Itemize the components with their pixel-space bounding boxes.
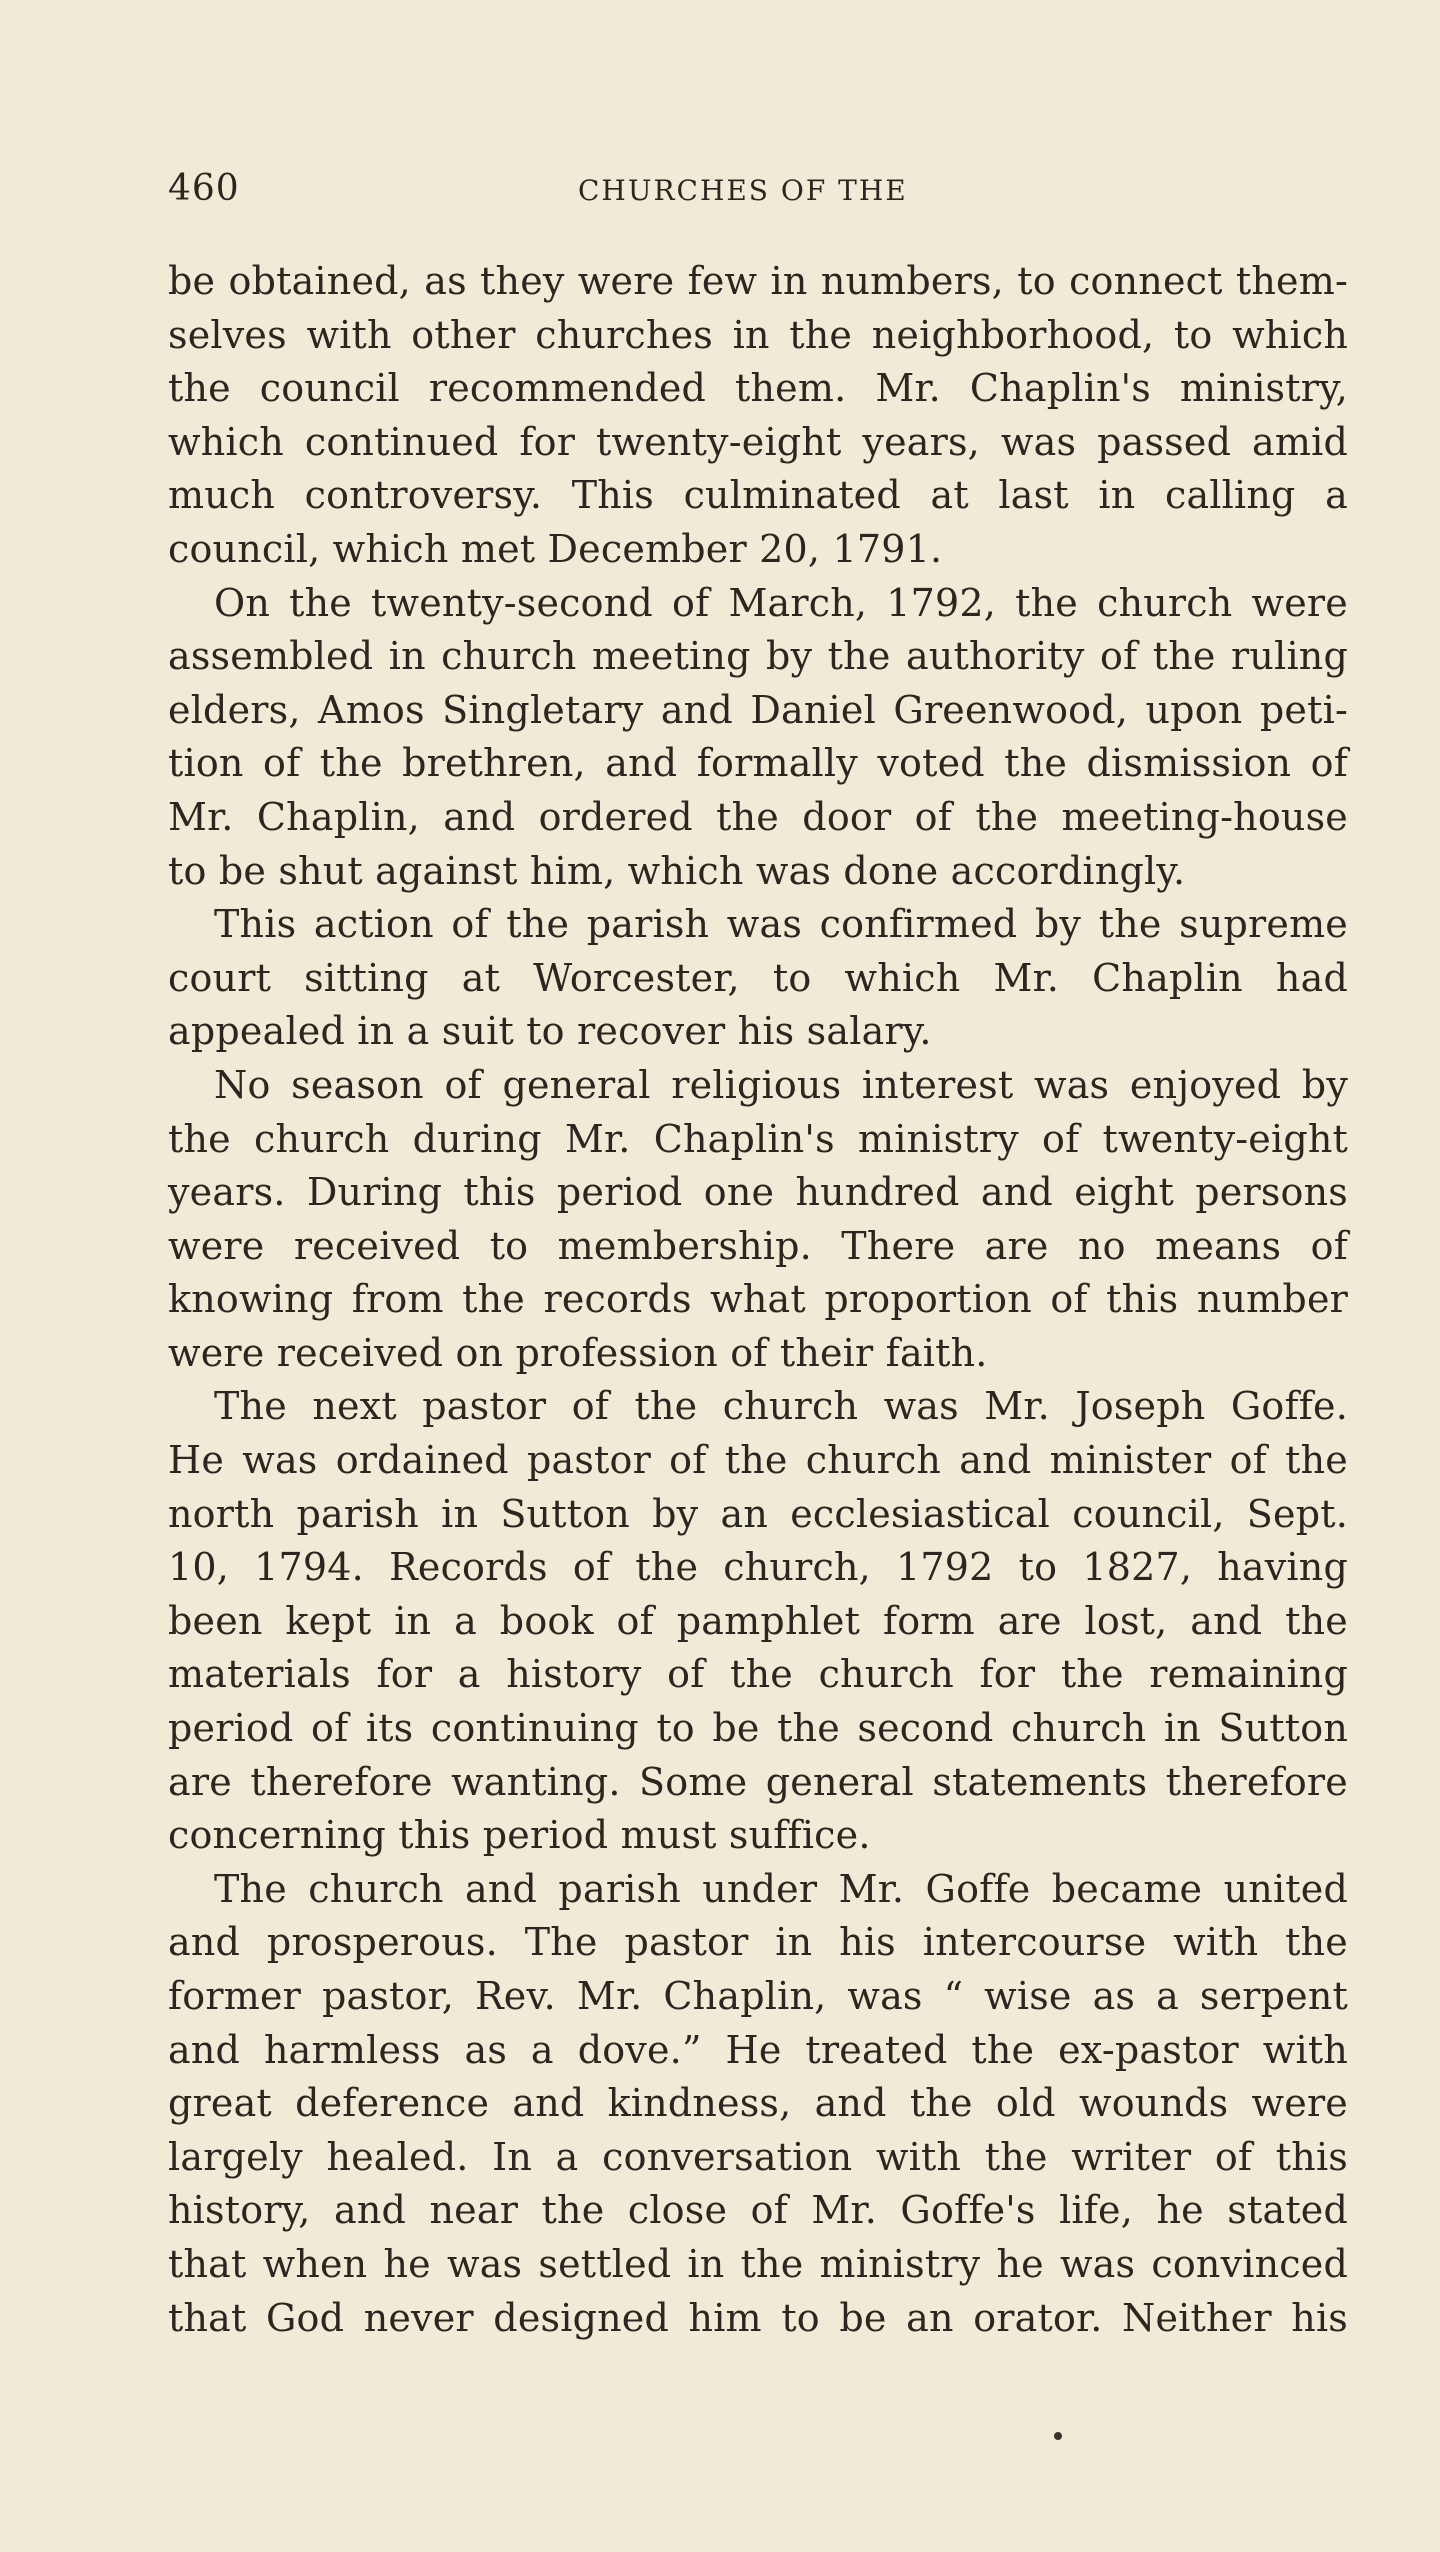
running-head	[168, 168, 1348, 218]
text-line: were received on profession of their faith.	[168, 1330, 988, 1375]
text-line: knowing from the records what proportion of this number	[168, 1277, 1348, 1322]
text-line: appealed in a suit to recover his salary.	[168, 1009, 932, 1054]
text-line: years. During this period one hundred and eight persons	[168, 1170, 1348, 1215]
text-line: that when he was settled in the ministry he was convinced	[168, 2241, 1348, 2286]
paragraph-start-line: This action of the parish was confirmed by the supreme	[214, 902, 1348, 947]
text-line: elders, Amos Singletary and Daniel Greenwood, upon peti-	[168, 687, 1348, 732]
text-line: Mr. Chaplin, and ordered the door of the meeting-house	[168, 794, 1348, 839]
text-line: selves with other churches in the neighborhood, to which	[168, 312, 1348, 357]
text-line: concerning this period must suffice.	[168, 1813, 871, 1858]
text-line: that God never designed him to be an orator. Neither his	[168, 2295, 1348, 2340]
paragraph-start-line: The church and parish under Mr. Goffe became united	[214, 1866, 1348, 1911]
ink-speck	[1054, 2432, 1062, 2440]
paragraph-start-line: On the twenty-second of March, 1792, the church were	[214, 580, 1348, 625]
text-line: court sitting at Worcester, to which Mr. Chaplin had	[168, 955, 1348, 1000]
text-line: and harmless as a dove.” He treated the ex-pastor with	[168, 2027, 1348, 2072]
text-line: were received to membership. There are no means of	[168, 1223, 1348, 1268]
text-line: great deference and kindness, and the old wounds were	[168, 2081, 1348, 2126]
text-line: 10, 1794. Records of the church, 1792 to 1827, having	[168, 1545, 1348, 1590]
text-line: are therefore wanting. Some general statements therefore	[168, 1759, 1348, 1804]
text-line: period of its continuing to be the second church in Sutton	[168, 1706, 1348, 1751]
page-number: 460	[168, 168, 240, 209]
text-line: materials for a history of the church for the remaining	[168, 1652, 1348, 1697]
text-line: which continued for twenty-eight years, was passed amid	[168, 419, 1348, 464]
text-line: to be shut against him, which was done accordingly.	[168, 848, 1186, 893]
paragraph-start-line: The next pastor of the church was Mr. Joseph Goffe.	[214, 1384, 1348, 1429]
text-line: been kept in a book of pamphlet form are lost, and the	[168, 1598, 1348, 1643]
text-line: history, and near the close of Mr. Goffe's life, he stated	[168, 2188, 1348, 2233]
text-line: north parish in Sutton by an ecclesiastical council, Sept.	[168, 1491, 1348, 1536]
running-title: CHURCHES OF THE	[578, 174, 908, 207]
text-line: the council recommended them. Mr. Chaplin's ministry,	[168, 366, 1348, 411]
text-line: and prosperous. The pastor in his intercourse with the	[168, 1920, 1348, 1965]
text-line: council, which met December 20, 1791.	[168, 526, 943, 571]
text-line: former pastor, Rev. Mr. Chaplin, was “ wise as a serpent	[168, 1974, 1348, 2018]
text-line: largely healed. In a conversation with the writer of this	[168, 2134, 1348, 2179]
text-line: much controversy. This culminated at last in calling a	[168, 473, 1348, 518]
text-line: tion of the brethren, and formally voted the dismission of	[168, 741, 1348, 786]
body-text	[168, 255, 1348, 2345]
text-line: assembled in church meeting by the authority of the ruling	[168, 634, 1348, 679]
paragraph-start-line: No season of general religious interest was enjoyed by	[214, 1062, 1348, 1107]
text-line: He was ordained pastor of the church and minister of the	[168, 1438, 1348, 1483]
text-line: be obtained, as they were few in numbers, to connect them-	[168, 259, 1348, 303]
text-line: the church during Mr. Chaplin's ministry of twenty-eight	[168, 1116, 1348, 1161]
